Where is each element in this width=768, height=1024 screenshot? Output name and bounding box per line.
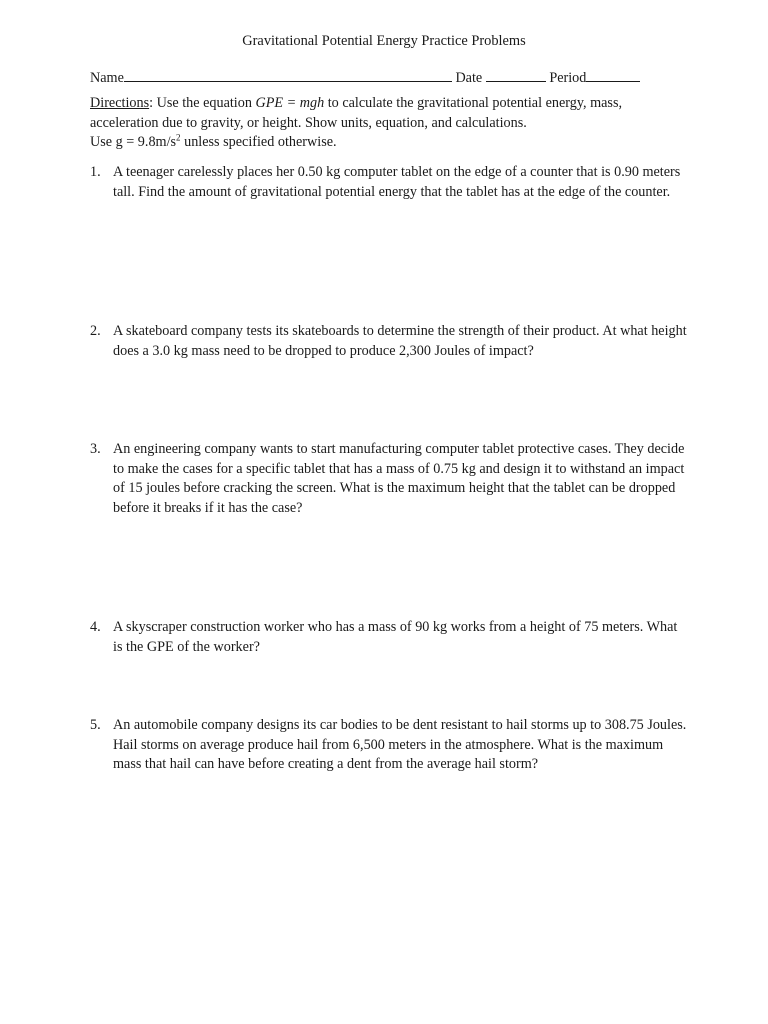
question-text: A teenager carelessly places her 0.50 kg computer tablet on the edge of a counter that is 0.90 meters tall. Find the amount of gravitational potential energy that the tablet has at the edge of the counter. [113,164,681,200]
question-4 [90,618,690,657]
gravity-exponent: 2 [176,132,181,143]
question-1 [90,163,690,202]
question-text: An engineering company wants to start manufacturing computer tablet protective cases. They decide to make the cases for a specific tablet that has a mass of 0.75 kg and design it to withstand an impact of 15 joules before cracking the screen. What is the maximum height that the tablet can be dropped before it breaks if it has the case? [113,441,685,516]
period-label: Period [549,70,587,86]
question-2 [90,322,690,361]
directions-block [90,94,690,153]
directions-equation: GPE = mgh [255,95,325,111]
directions-label: Directions [90,95,150,111]
question-text: A skyscraper construction worker who has a mass of 90 kg works from a height of 75 meters. What is the GPE of the worker? [113,619,678,655]
question-number: 2. [90,323,101,339]
question-3 [90,440,690,518]
gravity-text-after: unless specified otherwise. [180,134,337,150]
name-blank [124,68,452,82]
directions-text-after: to calculate the gravitational potential energy, mass, acceleration due to gravity, or height. Show units, equation, and calculations. [90,95,623,131]
gravity-text-before: Use g = 9.8m/s [90,134,177,150]
question-text: A skateboard company tests its skateboards to determine the strength of their product. At what height does a 3.0 kg mass need to be dropped to produce 2,300 Joules of impact? [113,323,687,359]
question-number: 5. [90,717,101,733]
name-label: Name [90,70,124,86]
question-text: An automobile company designs its car bodies to be dent resistant to hail storms up to 308.75 Joules. Hail storms on average produce hail from 6,500 meters in the atmosphere. What is the maximum mass that hail can have before creating a dent from the average hail storm? [113,717,687,773]
question-number: 3. [90,441,101,457]
date-label: Date [455,70,483,86]
question-number: 4. [90,619,101,635]
question-5 [90,716,690,775]
student-info-line [90,68,690,87]
date-blank [486,68,546,82]
period-blank [586,68,640,82]
question-number: 1. [90,164,101,180]
directions-text-before: : Use the equation [149,95,256,111]
worksheet-title: Gravitational Potential Energy Practice Problems [242,33,526,49]
